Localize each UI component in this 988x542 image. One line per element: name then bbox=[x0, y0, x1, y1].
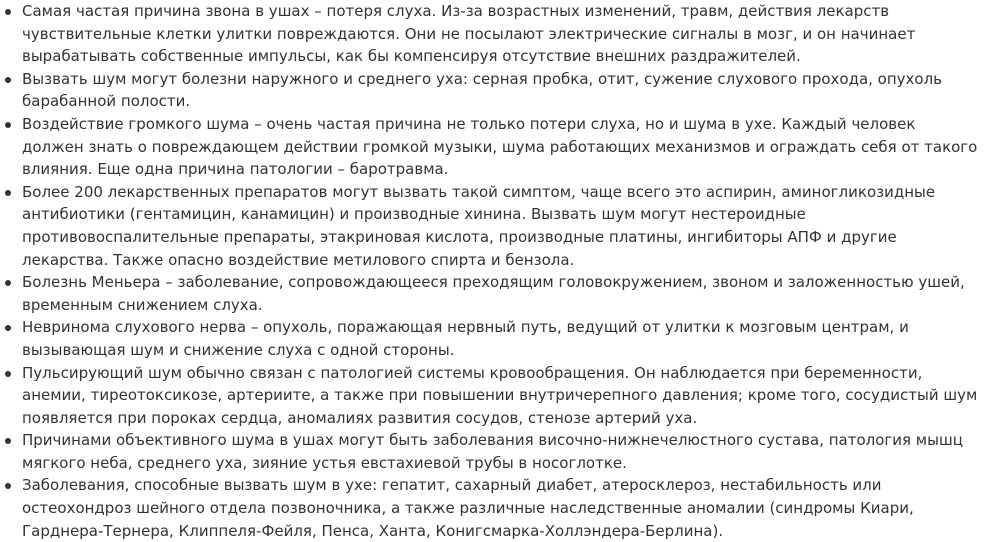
bullet-icon bbox=[5, 438, 11, 444]
list-item-text: Причинами объективного шума в ушах могут быть заболевания височно-нижнечелюстного сустава, патология мышц мягкого неба, среднего уха, зияние устья евстахиевой трубы в носоглотке. bbox=[22, 431, 963, 472]
list-item-text: Самая частая причина звона в ушах – потеря слуха. Из-за возрастных изменений, травм, действия лекарств чувствительные клетки улитки повреждаются. Они не посылают электрические сигналы в мозг, и он начинает вырабатывать собственные импульсы, как бы компенсируя отсутствие внешних раздражителей. bbox=[22, 2, 916, 66]
list-item bbox=[4, 316, 978, 361]
list-item-text: Невринома слухового нерва – опухоль, поражающая нервный путь, ведущий от улитки к мозговым центрам, и вызывающая шум и снижение слуха с одной стороны. bbox=[22, 318, 909, 359]
list-item-text: Воздействие громкого шума – очень частая причина не только потери слуха, но и шума в ухе. Каждый человек должен знать о повреждающем действии громкой музыки, шума работающих механизмов и ограждать себя от такого влияния. Еще одна причина патологии – баротравма. bbox=[22, 114, 978, 179]
bullet-icon bbox=[5, 77, 11, 83]
bullet-icon bbox=[5, 122, 11, 128]
list-item-text: Вызвать шум могут болезни наружного и среднего уха: серная пробка, отит, сужение слухового прохода, опухоль барабанной полости. bbox=[22, 69, 943, 111]
list-item-text: Более 200 лекарственных препаратов могут вызвать такой симптом, чаще всего это аспирин, аминогликозидные антибиотики (гентамицин, канамицин) и производные хинина. Вызвать шум могут нестероидные противовоспалительные препараты, этакриновая кислота, производные платины, ингибиторы АПФ и другие лекарства. Также опасно воздействие метилового спирта и бензола. bbox=[22, 182, 936, 269]
list-item bbox=[4, 181, 978, 271]
list-item-text: Заболевания, способные вызвать шум в ухе: гепатит, сахарный диабет, атеросклероз, нестабильность или остеохондроз шейного отдела позвоночника, а также различные наследственные аномалии (синдромы Киари, Гарднера-Тернера, Клиппеля-Фейля, Пенса, Ханта, Конигсмарка-Холлэндера-Берлина). bbox=[22, 476, 914, 540]
bullet-icon bbox=[5, 280, 11, 286]
list-item bbox=[4, 429, 978, 474]
bullet-icon bbox=[5, 371, 11, 377]
list-item bbox=[4, 68, 978, 113]
bullet-icon bbox=[5, 325, 11, 331]
list-item-text: Болезнь Меньера – заболевание, сопровождающееся преходящим головокружением, звоном и заложенностью ушей, временным снижением слуха. bbox=[22, 273, 965, 314]
list-item bbox=[4, 474, 978, 542]
bullet-icon bbox=[5, 190, 11, 196]
list-item-text: Пульсирующий шум обычно связан с патологией системы кровообращения. Он наблюдается при беременности, анемии, тиреотоксикозе, артериите, а также при повышении внутричерепного давления; кроме того, сосудистый шум появляется при пороках сердца, аномалиях развития сосудов, стенозе артерий уха. bbox=[22, 363, 978, 427]
list-item bbox=[4, 271, 978, 316]
list-item bbox=[4, 0, 978, 68]
list-item bbox=[4, 113, 978, 181]
list-item bbox=[4, 362, 978, 430]
bullet-icon bbox=[5, 483, 11, 489]
bullet-icon bbox=[5, 9, 11, 15]
causes-list bbox=[4, 0, 978, 542]
